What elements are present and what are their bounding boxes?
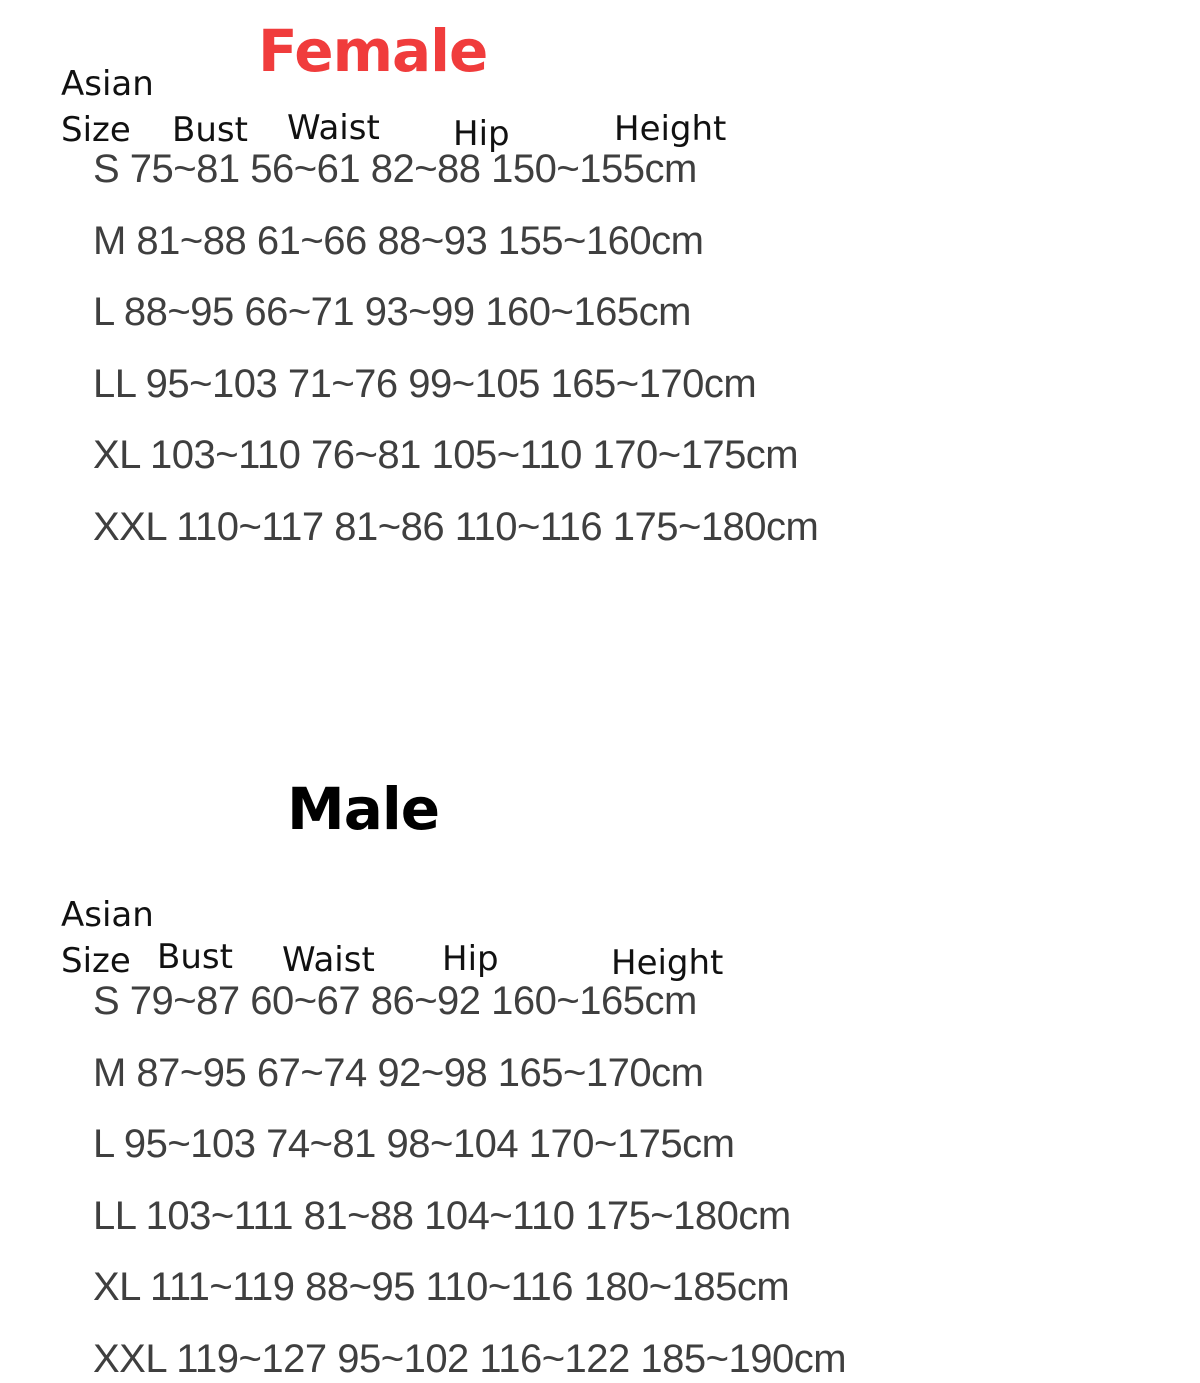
female-title: Female bbox=[258, 17, 488, 85]
size-row-m: M 81~88 61~66 88~93 155~160cm bbox=[93, 219, 704, 263]
size-row-m: M 87~95 67~74 92~98 165~170cm bbox=[93, 1051, 704, 1095]
header-size: Size bbox=[61, 110, 131, 150]
header-asian: Asian bbox=[61, 895, 154, 935]
size-row-l: L 88~95 66~71 93~99 160~165cm bbox=[93, 290, 691, 334]
size-row-xxl: XXL 110~117 81~86 110~116 175~180cm bbox=[93, 505, 819, 549]
size-row-xxl: XXL 119~127 95~102 116~122 185~190cm bbox=[93, 1337, 847, 1381]
header-hip: Hip bbox=[453, 114, 510, 154]
header-height: Height bbox=[611, 943, 724, 983]
size-row-s: S 79~87 60~67 86~92 160~165cm bbox=[93, 979, 697, 1023]
header-bust: Bust bbox=[157, 937, 233, 977]
header-hip: Hip bbox=[442, 939, 499, 979]
size-row-xl: XL 103~110 76~81 105~110 170~175cm bbox=[93, 433, 799, 477]
header-asian: Asian bbox=[61, 64, 154, 104]
header-waist: Waist bbox=[282, 940, 375, 980]
size-row-xl: XL 111~119 88~95 110~116 180~185cm bbox=[93, 1265, 790, 1309]
header-size: Size bbox=[61, 941, 131, 981]
size-row-s: S 75~81 56~61 82~88 150~155cm bbox=[93, 147, 697, 191]
size-row-ll: LL 95~103 71~76 99~105 165~170cm bbox=[93, 362, 757, 406]
header-height: Height bbox=[614, 109, 727, 149]
header-waist: Waist bbox=[287, 108, 380, 148]
male-title: Male bbox=[287, 775, 440, 843]
size-row-l: L 95~103 74~81 98~104 170~175cm bbox=[93, 1122, 735, 1166]
header-bust: Bust bbox=[172, 110, 248, 150]
size-row-ll: LL 103~111 81~88 104~110 175~180cm bbox=[93, 1194, 791, 1238]
